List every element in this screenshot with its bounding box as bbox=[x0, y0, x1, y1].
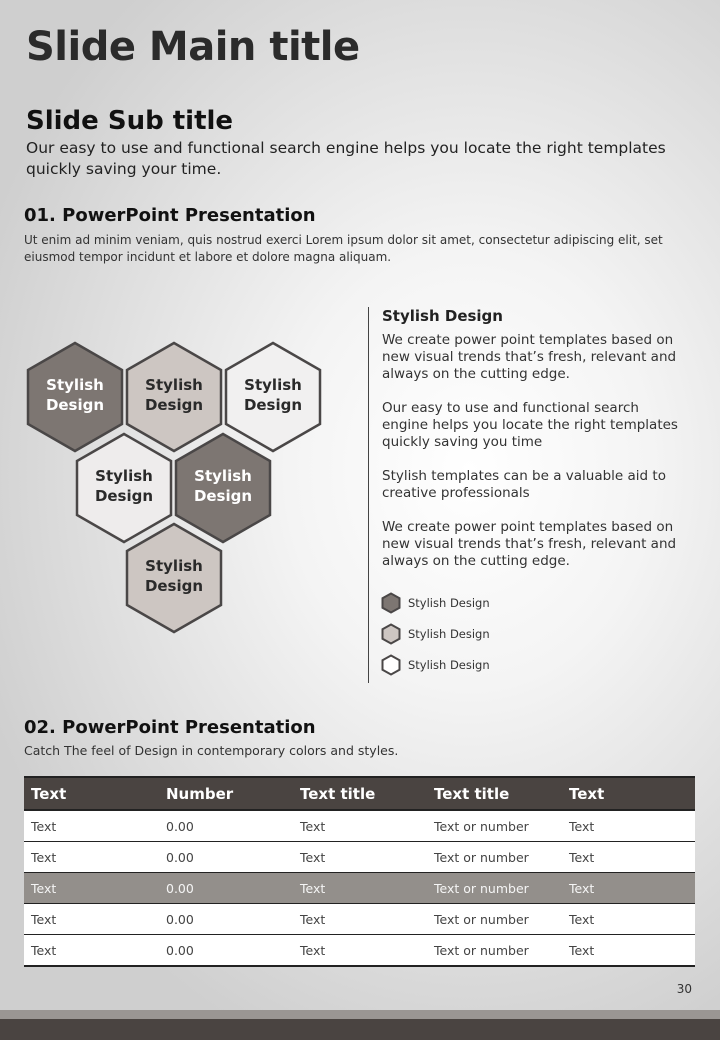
table-cell: Text bbox=[24, 935, 159, 967]
legend-label: Stylish Design bbox=[408, 627, 490, 641]
hexagon-tile bbox=[127, 343, 221, 451]
table-cell: Text bbox=[24, 904, 159, 935]
hexagon-cluster bbox=[20, 335, 330, 640]
table-cell: Text bbox=[562, 842, 695, 873]
footer-bar-light bbox=[0, 1010, 720, 1019]
data-table bbox=[24, 776, 695, 967]
hexagon-light-icon bbox=[380, 623, 402, 645]
hexagon-label: Design bbox=[193, 487, 253, 505]
hexagon-label: Stylish bbox=[145, 376, 203, 394]
table-cell: 0.00 bbox=[159, 873, 293, 904]
slide-main-title: Slide Main title bbox=[26, 24, 360, 70]
legend-label: Stylish Design bbox=[408, 658, 490, 672]
legend-item bbox=[380, 592, 490, 614]
hexagon-label: Design bbox=[144, 396, 204, 414]
hexagon-dark-icon bbox=[380, 592, 402, 614]
hexagon-legend bbox=[380, 592, 580, 682]
right-paragraph: Stylish templates can be a valuable aid to creative professionals bbox=[382, 468, 666, 501]
legend-item bbox=[380, 654, 490, 676]
table-cell: Text or number bbox=[427, 873, 562, 904]
hexagon-label: Design bbox=[243, 396, 303, 414]
hexagon-label: Stylish bbox=[95, 467, 153, 485]
footer-bar-dark bbox=[0, 1019, 720, 1040]
table-cell: Text bbox=[24, 842, 159, 873]
table-cell: Text bbox=[562, 935, 695, 967]
hexagon-label: Stylish bbox=[145, 557, 203, 575]
table-cell: Text bbox=[24, 873, 159, 904]
hexagon-tile bbox=[176, 434, 270, 542]
slide-sub-description: Our easy to use and functional search engine helps you locate the right templates quickly saving your time. bbox=[26, 139, 666, 178]
table-cell: Text bbox=[562, 873, 695, 904]
right-paragraph: Our easy to use and functional search engine helps you locate the right templates quickly saving you time bbox=[382, 400, 678, 450]
table-cell: Text bbox=[293, 810, 427, 842]
right-paragraph: We create power point templates based on new visual trends that’s fresh, relevant and always on the cutting edge. bbox=[382, 519, 677, 569]
table-cell: Text bbox=[562, 904, 695, 935]
hexagon-tile bbox=[226, 343, 320, 451]
table-cell: 0.00 bbox=[159, 904, 293, 935]
table-cell: Text bbox=[293, 904, 427, 935]
hexagon-label: Design bbox=[45, 396, 105, 414]
table-cell: Text or number bbox=[427, 810, 562, 842]
legend-label: Stylish Design bbox=[408, 596, 490, 610]
right-paragraph: We create power point templates based on new visual trends that’s fresh, relevant and always on the cutting edge. bbox=[382, 332, 677, 382]
section1-body: Ut enim ad minim veniam, quis nostrud exerci Lorem ipsum dolor sit amet, consectetur adipiscing elit, set eiusmod tempor incidunt et labore et dolore magna aliquam. bbox=[24, 233, 663, 264]
hexagon-tile bbox=[127, 524, 221, 632]
table-cell: Text bbox=[293, 873, 427, 904]
table-row bbox=[24, 904, 695, 935]
table-cell: Text bbox=[24, 810, 159, 842]
table-header-cell: Text title bbox=[427, 777, 562, 810]
table-row bbox=[24, 810, 695, 842]
table-cell: Text bbox=[562, 810, 695, 842]
table-row bbox=[24, 842, 695, 873]
hexagon-label: Design bbox=[94, 487, 154, 505]
page-number: 30 bbox=[676, 982, 692, 996]
hexagon-label: Stylish bbox=[46, 376, 104, 394]
legend-item bbox=[380, 623, 490, 645]
hexagon-outline-icon bbox=[380, 654, 402, 676]
hexagon-label: Design bbox=[144, 577, 204, 595]
table-header-cell: Text title bbox=[293, 777, 427, 810]
hexagon-label: Stylish bbox=[244, 376, 302, 394]
section2-title: 02. PowerPoint Presentation bbox=[24, 717, 316, 738]
table-row bbox=[24, 935, 695, 967]
right-column-title: Stylish Design bbox=[382, 307, 503, 325]
table-header-row bbox=[24, 777, 695, 810]
table-header-cell: Number bbox=[159, 777, 293, 810]
hexagon-label: Stylish bbox=[194, 467, 252, 485]
section1-title: 01. PowerPoint Presentation bbox=[24, 205, 316, 226]
hexagon-tile bbox=[77, 434, 171, 542]
vertical-divider bbox=[368, 307, 369, 683]
table-cell: Text or number bbox=[427, 842, 562, 873]
table-cell: Text or number bbox=[427, 904, 562, 935]
table-cell: Text or number bbox=[427, 935, 562, 967]
table-cell: 0.00 bbox=[159, 842, 293, 873]
table-cell: Text bbox=[293, 842, 427, 873]
hexagon-tile bbox=[28, 343, 122, 451]
table-cell: 0.00 bbox=[159, 810, 293, 842]
slide-sub-title: Slide Sub title bbox=[26, 106, 234, 136]
table-header-cell: Text bbox=[562, 777, 695, 810]
table-row bbox=[24, 873, 695, 904]
right-text-column bbox=[382, 307, 682, 587]
table-cell: Text bbox=[293, 935, 427, 967]
section2-body: Catch The feel of Design in contemporary colors and styles. bbox=[24, 743, 399, 758]
table-header-cell: Text bbox=[24, 777, 159, 810]
table-cell: 0.00 bbox=[159, 935, 293, 967]
